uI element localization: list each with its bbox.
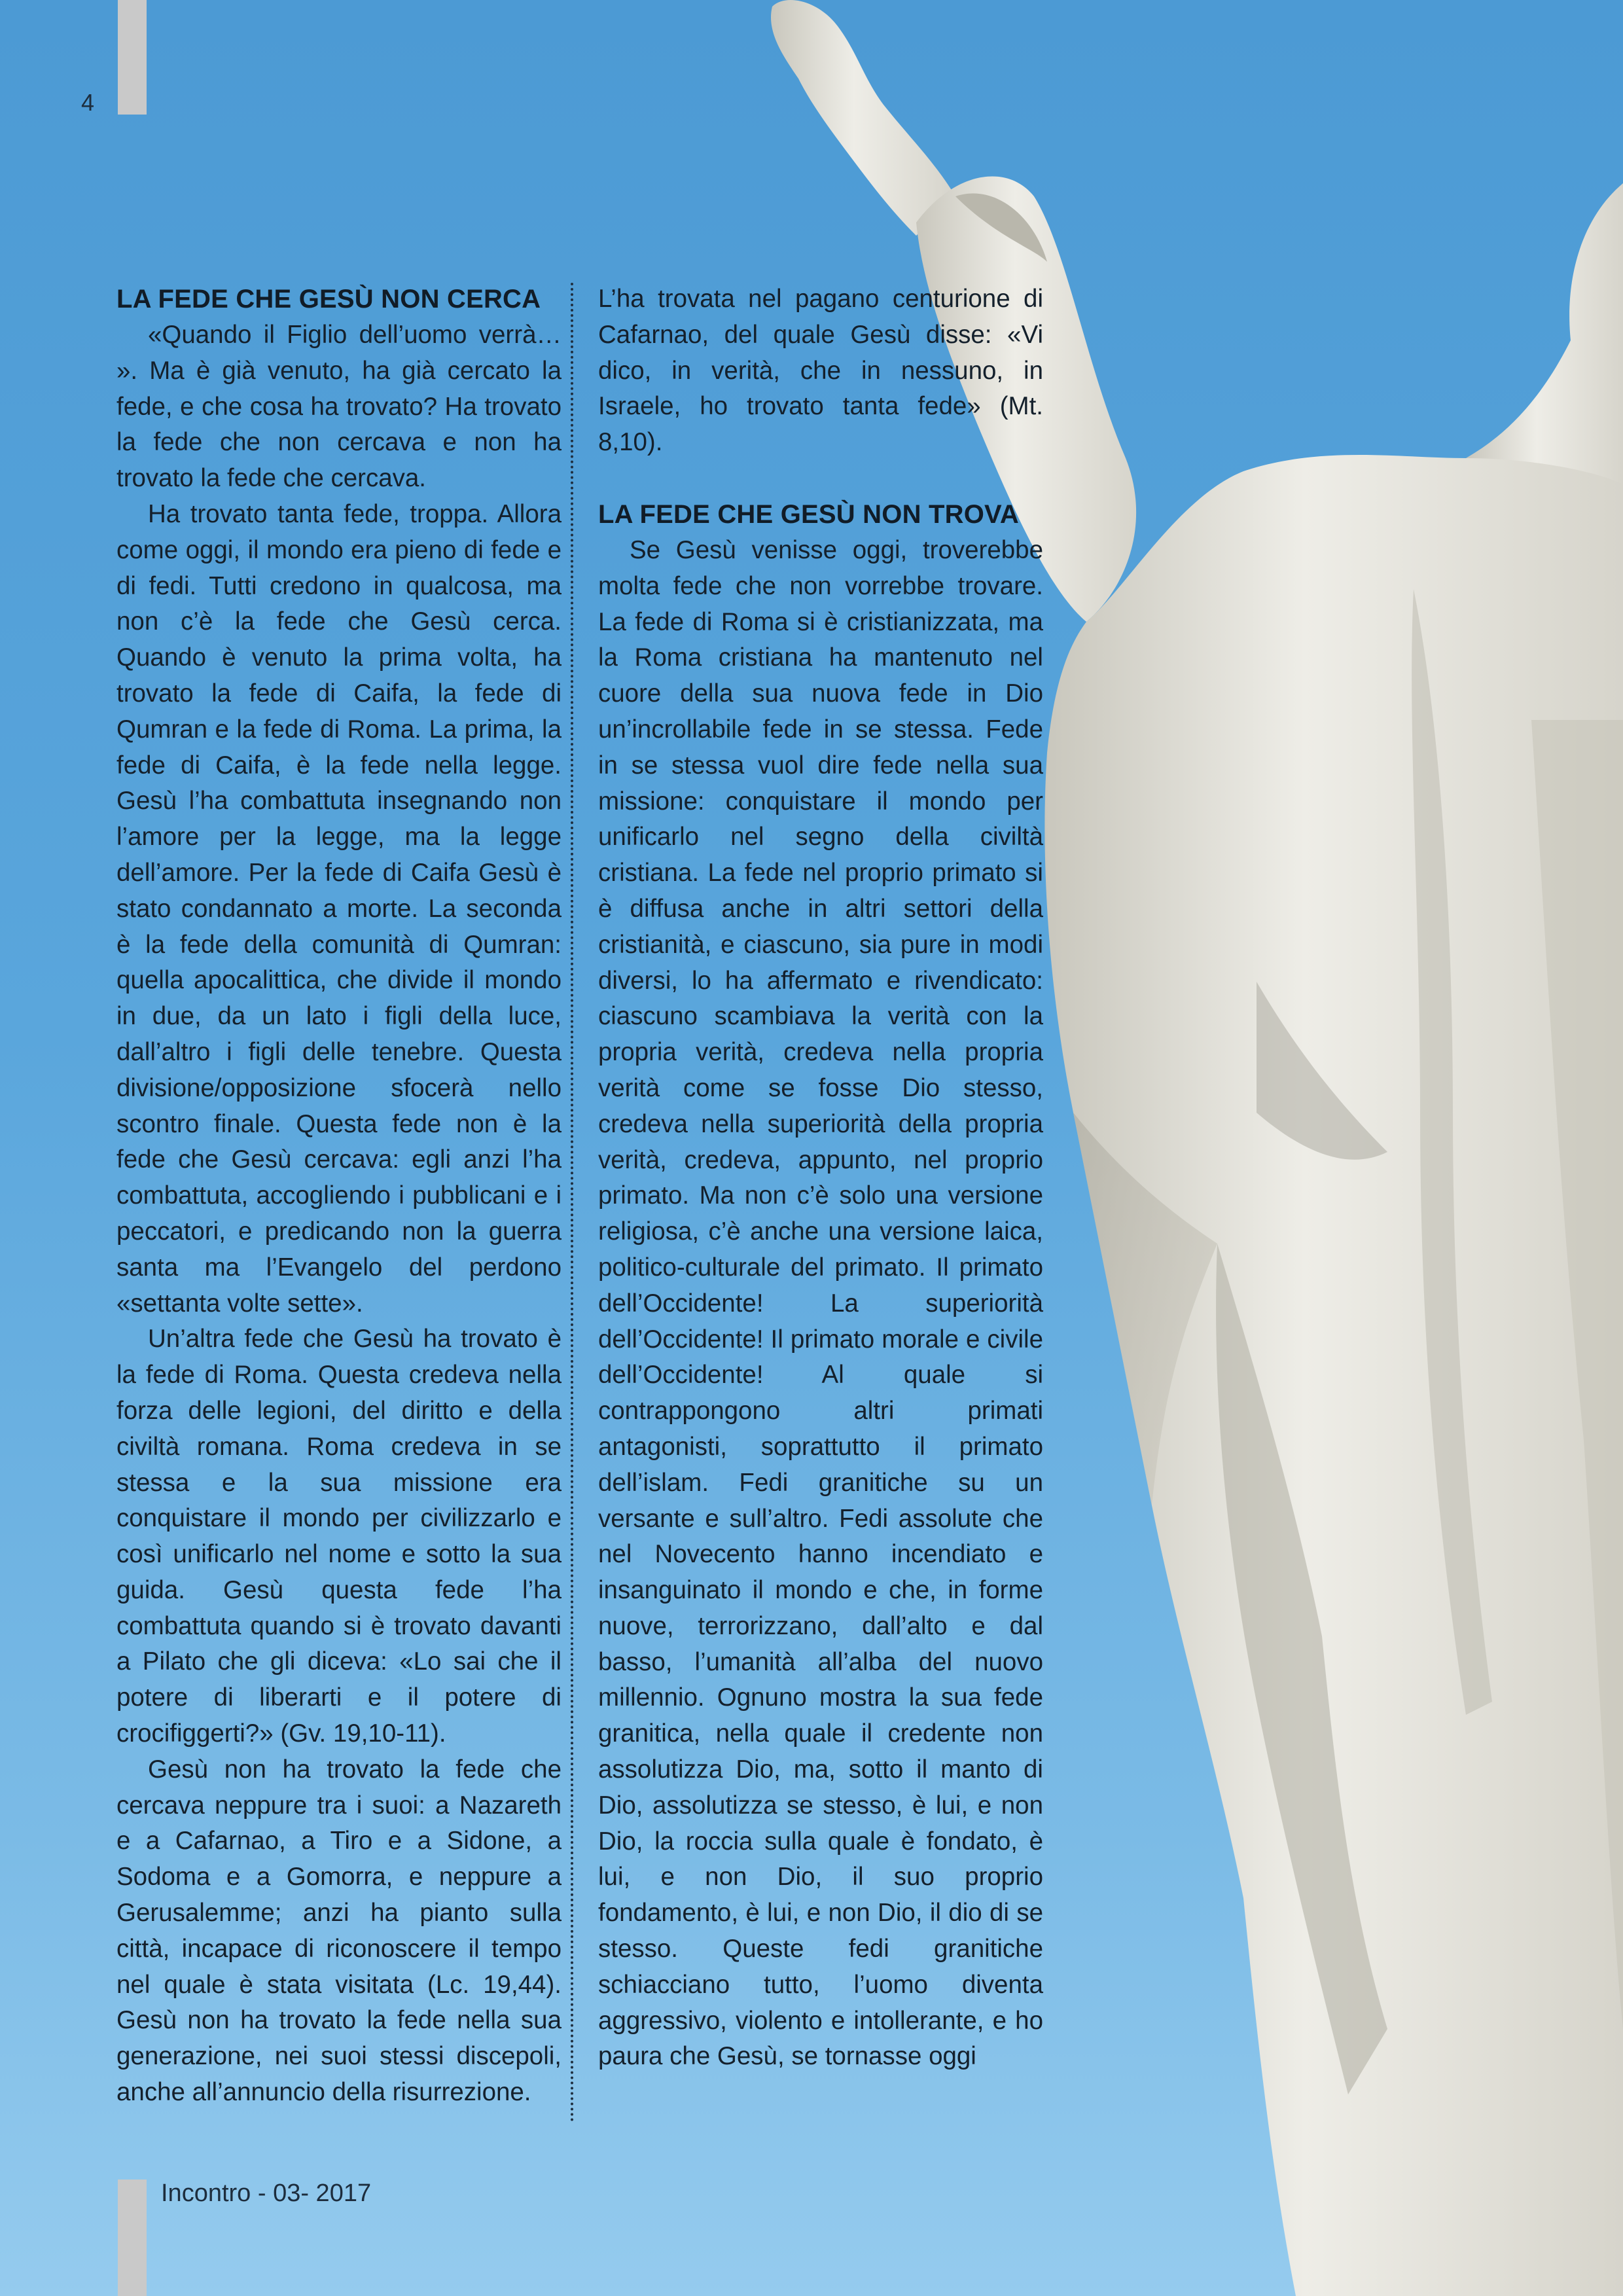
left-column [116,281,562,2111]
section-heading-non-trova: LA FEDE CHE GESÙ NON TROVA [598,499,1020,529]
paragraph: «Quando il Figlio dell’uomo verrà… ». Ma è già venuto, ha già cercato la fede, e che cosa ha trovato? Ha trovato la fede che non cercava e non ha trovato la fede che cercava. [116,321,562,493]
paragraph: Un’altra fede che Gesù ha trovato è la fede di Roma. Questa credeva nella forza delle legioni, del diritto e della civiltà romana. Roma credeva in se stessa e la sua missione era conquistare il mondo per civilizzarlo e così unificarlo nel nome e sotto la sua guida. Gesù questa fede l’ha combattuta quando si è trovato davanti a Pilato che gli diceva: «Lo sai che il potere di liberarti e il potere di crocifiggerti?» (Gv. 19,10-11). [116,1325,562,1748]
section-heading-non-cerca: LA FEDE CHE GESÙ NON CERCA [116,285,541,314]
right-column [598,281,1043,2075]
paragraph: Ha trovato tanta fede, troppa. Allora come oggi, il mondo era pieno di fede e di fedi. Tutti credono in qualcosa, ma non c’è la fede che Gesù cerca. Quando è venuto la prima volta, ha trovato la fede di Caifa, la fede di Qumran e la fede di Roma. La prima, la fede di Caifa, è la fede nella legge. Gesù l’ha combattuta insegnando non l’amore per la legge, ma la legge dell’amore. Per la fede di Caifa Gesù è stato condannato a morte. La seconda è la fede della comunità di Qumran: quella apocalittica, che divide il mondo in due, da un lato i figli della luce, dall’altro i figli delle tenebre. Questa divisione/opposizione sfocerà nello scontro finale. Questa fede non è la fede che Gesù cercava: egli anzi l’ha combattuta, accogliendo i pubblicani e i peccatori, e predicando non la guerra santa ma l’Evangelo del perdono «settanta volte sette». [116,499,562,1318]
bottom-grey-bar [118,2179,147,2296]
top-grey-bar [118,0,147,115]
page-number: 4 [81,89,95,116]
paragraph: L’ha trovata nel pagano centurione di Cafarnao, del quale Gesù disse: «Vi dico, in verità, che in nessuno, in Israele, ho trovato tanta fede» (Mt. 8,10). [598,285,1043,457]
paragraph: Gesù non ha trovato la fede che cercava neppure tra i suoi: a Nazareth e a Cafarnao, a Tiro e a Sidone, a Sodoma e a Gomorra, e neppure a Gerusalemme; anzi ha pianto sulla città, incapace di riconoscere il tempo nel quale è stata visitata (Lc. 19,44). Gesù non ha trovato la fede nella sua generazione, nei suoi stessi discepoli, anche all’annuncio della risurrezione. [116,1755,562,2107]
footer-issue: Incontro - 03- 2017 [161,2179,372,2207]
column-divider [571,283,573,2123]
paragraph: Se Gesù venisse oggi, troverebbe molta fede che non vorrebbe trovare. La fede di Roma si è cristianizzata, ma la Roma cristiana ha mantenuto nel cuore della sua nuova fede in Dio un’incrollabile fede in se stessa. Fede in se stessa vuol dire fede nella sua missione: conquistare il mondo per unificarlo nel segno della civiltà cristiana. La fede nel proprio primato si è diffusa anche in altri settori della cristianità, e ciascuno, sia pure in modi diversi, lo ha affermato e rivendicato: ciascuno scambiava la verità con la propria verità, credeva nella propria verità come se fosse Dio stesso, credeva nella superiorità della propria verità, credeva, appunto, nel proprio primato. Ma non c’è solo una versione religiosa, c’è anche una versione laica, politico-culturale del primato. Il primato dell’Occidente! La superiorità dell’Occidente! Il primato morale e civile dell’Occidente! Al quale si contrappongono altri primati antagonisti, soprattutto il primato dell’islam. Fedi granitiche su un versante e sull’altro. Fedi assolute che nel Novecento hanno incendiato e insanguinato il mondo e che, in forme nuove, terrorizzano, dall’alto e dal basso, l’umanità all’alba del nuovo millennio. Ognuno mostra la sua fede granitica, nella quale il credente non assolutizza Dio, ma, sotto il manto di Dio, assolutizza se stesso, è lui, e non Dio, la roccia sulla quale è fondato, è lui, e non Dio, il suo proprio fondamento, è lui, e non Dio, il dio di se stesso. Queste fedi granitiche schiacciano tutto, l’uomo diventa aggressivo, violento e intollerante, e ho paura che Gesù, se tornasse oggi [598,535,1043,2071]
